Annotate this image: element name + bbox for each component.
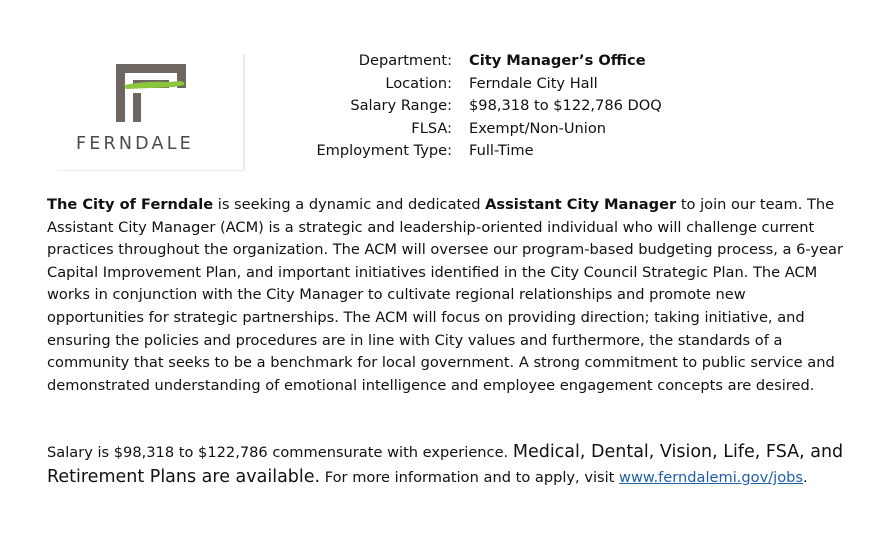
logo-wordmark: FERNDALE bbox=[76, 134, 194, 154]
salary-text: Salary is $98,318 to $122,786 commensurate with experience. bbox=[47, 444, 513, 461]
intro-paragraph bbox=[47, 194, 847, 397]
detail-label: Location: bbox=[385, 74, 452, 92]
detail-value: Ferndale City Hall bbox=[469, 74, 598, 92]
intro-text-1: is seeking a dynamic and dedicated bbox=[213, 196, 486, 213]
org-name: The City of Ferndale bbox=[47, 196, 214, 213]
apply-text: For more information and to apply, visit bbox=[320, 469, 620, 486]
position-title: Assistant City Manager bbox=[485, 196, 677, 213]
detail-value: Full-Time bbox=[469, 142, 534, 160]
jobs-link[interactable]: www.ferndalemi.gov/jobs bbox=[619, 469, 804, 486]
job-details bbox=[300, 50, 662, 163]
ferndale-logo bbox=[56, 54, 244, 170]
detail-value: $98,318 to $122,786 DOQ bbox=[469, 97, 662, 115]
detail-value: Exempt/Non-Union bbox=[469, 119, 607, 137]
detail-value: City Manager’s Office bbox=[469, 52, 646, 69]
ferndale-f-logo-icon bbox=[56, 54, 244, 134]
detail-row-salary-range bbox=[300, 95, 662, 118]
detail-row-location bbox=[300, 73, 662, 96]
detail-label: FLSA: bbox=[411, 119, 452, 137]
detail-row-department bbox=[300, 50, 662, 73]
detail-label: Employment Type: bbox=[316, 142, 452, 160]
benefits-text: Medical, Dental, Vision, Life, FSA, and Retirement Plans are available. bbox=[47, 442, 844, 487]
salary-paragraph bbox=[47, 440, 847, 490]
intro-text-2: to join our team. The Assistant City Manager (ACM) is a strategic and leadership-oriented individual who will challenge current practices throughout the organization. The ACM will oversee our program-based budgeting process, a 6-year Capital Improvement Plan, and important initiatives identified in the City Council Strategic Plan. The ACM works in conjunction with the City Manager to cultivate regional relationships and promote new opportunities for strategic partnerships. The ACM will focus on providing direction; taking initiative, and ensuring the policies and procedures are in line with City values and furthermore, the standards of a community that seeks to be a benchmark for local government. A strong commitment to public service and demonstrated understanding of emotional intelligence and employee engagement concepts are desired. bbox=[47, 196, 843, 394]
closing-period: . bbox=[803, 469, 808, 486]
detail-label: Department: bbox=[358, 52, 452, 69]
detail-row-employment-type bbox=[300, 140, 662, 163]
detail-row-flsa bbox=[300, 118, 662, 141]
detail-label: Salary Range: bbox=[350, 97, 452, 115]
